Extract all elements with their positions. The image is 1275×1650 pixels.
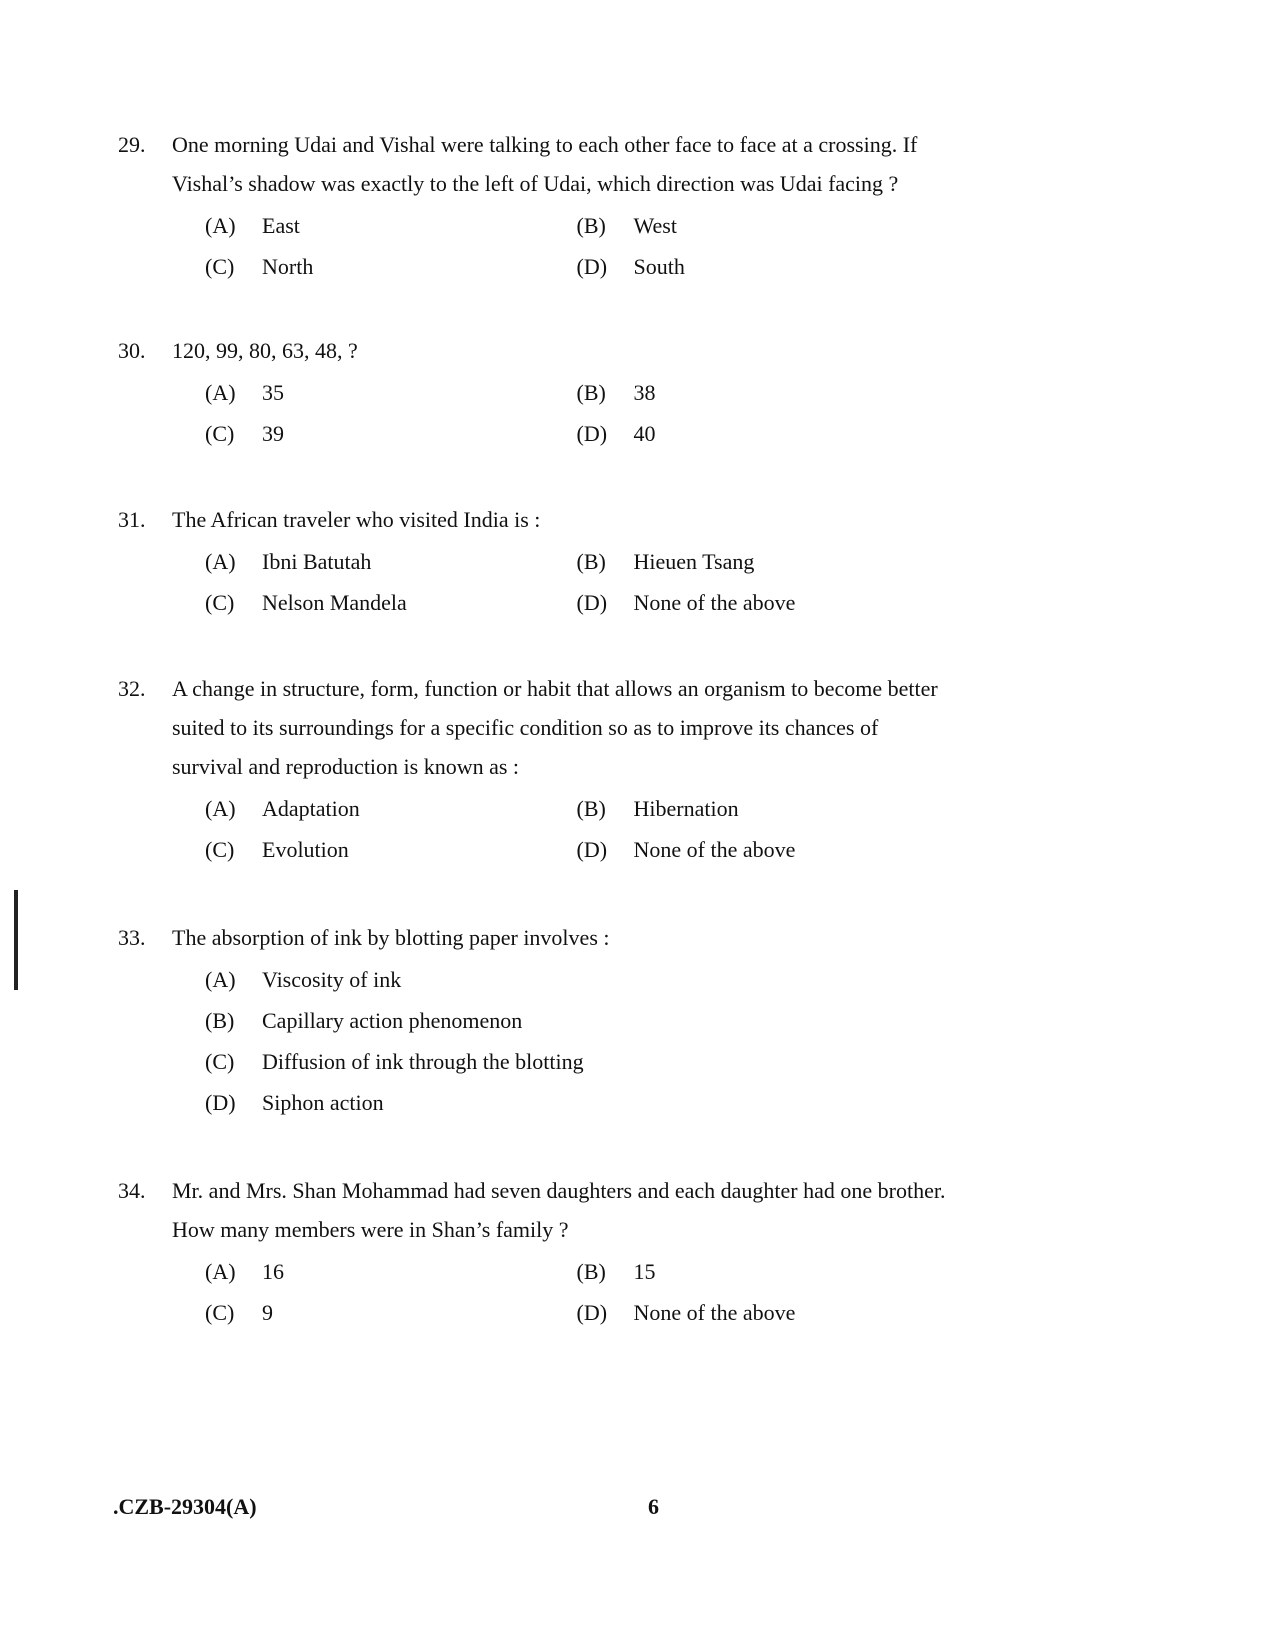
option-d[interactable]: (D) None of the above — [576, 1299, 796, 1325]
question-31 — [118, 507, 948, 623]
options — [205, 788, 948, 870]
option-c[interactable]: (C) Nelson Mandela — [205, 589, 407, 615]
question-number: 29. — [118, 132, 146, 157]
scan-artifact-mark — [14, 890, 18, 990]
option-d[interactable]: (D) Siphon action — [205, 1089, 384, 1115]
options — [205, 372, 948, 454]
option-c[interactable]: (C) 39 — [205, 420, 284, 446]
page-number: 6 — [648, 1494, 659, 1519]
paper-code: .CZB-29304(A) — [113, 1494, 257, 1519]
question-33 — [118, 925, 948, 1123]
question-number: 32. — [118, 676, 146, 701]
option-b[interactable]: (B) Capillary action phenomenon — [205, 1007, 523, 1033]
options — [205, 541, 948, 623]
option-a[interactable]: (A) East — [205, 212, 300, 238]
question-number: 30. — [118, 338, 146, 363]
option-d[interactable]: (D) South — [576, 253, 685, 279]
option-a[interactable]: (A) 16 — [205, 1258, 284, 1284]
question-34 — [118, 1178, 948, 1333]
option-c[interactable]: (C) North — [205, 253, 314, 279]
question-text: The absorption of ink by blotting paper involves : — [172, 925, 610, 950]
option-b[interactable]: (B) Hibernation — [576, 795, 739, 821]
question-number: 31. — [118, 507, 146, 532]
question-text: Mr. and Mrs. Shan Mohammad had seven daughters and each daughter had one brother. How many members were in Shan’s family ? — [172, 1178, 946, 1242]
option-b[interactable]: (B) 15 — [576, 1258, 656, 1284]
question-30 — [118, 338, 948, 454]
question-number: 33. — [118, 925, 146, 950]
options — [205, 205, 948, 287]
options — [205, 1251, 948, 1333]
option-b[interactable]: (B) Hieuen Tsang — [576, 548, 755, 574]
question-text: 120, 99, 80, 63, 48, ? — [172, 338, 358, 363]
options — [205, 959, 948, 1123]
option-c[interactable]: (C) Evolution — [205, 836, 349, 862]
option-d[interactable]: (D) None of the above — [576, 836, 796, 862]
option-b[interactable]: (B) 38 — [576, 379, 656, 405]
option-c[interactable]: (C) 9 — [205, 1299, 273, 1325]
question-text: A change in structure, form, function or habit that allows an organism to become better suited to its surroundings for a specific condition so as to improve its chances of survival and reproduction is known as : — [172, 676, 938, 779]
option-d[interactable]: (D) 40 — [576, 420, 656, 446]
option-a[interactable]: (A) Adaptation — [205, 795, 360, 821]
question-number: 34. — [118, 1178, 146, 1203]
question-32 — [118, 676, 948, 870]
question-29 — [118, 132, 948, 287]
option-c[interactable]: (C) Diffusion of ink through the blotting — [205, 1048, 584, 1074]
option-b[interactable]: (B) West — [576, 212, 677, 238]
option-d[interactable]: (D) None of the above — [576, 589, 796, 615]
option-a[interactable]: (A) Viscosity of ink — [205, 966, 402, 992]
option-a[interactable]: (A) 35 — [205, 379, 284, 405]
question-text: One morning Udai and Vishal were talking to each other face to face at a crossing. If Vishal’s shadow was exactly to the left of Udai, which direction was Udai facing ? — [172, 132, 918, 196]
question-text: The African traveler who visited India is : — [172, 507, 541, 532]
option-a[interactable]: (A) Ibni Batutah — [205, 548, 372, 574]
